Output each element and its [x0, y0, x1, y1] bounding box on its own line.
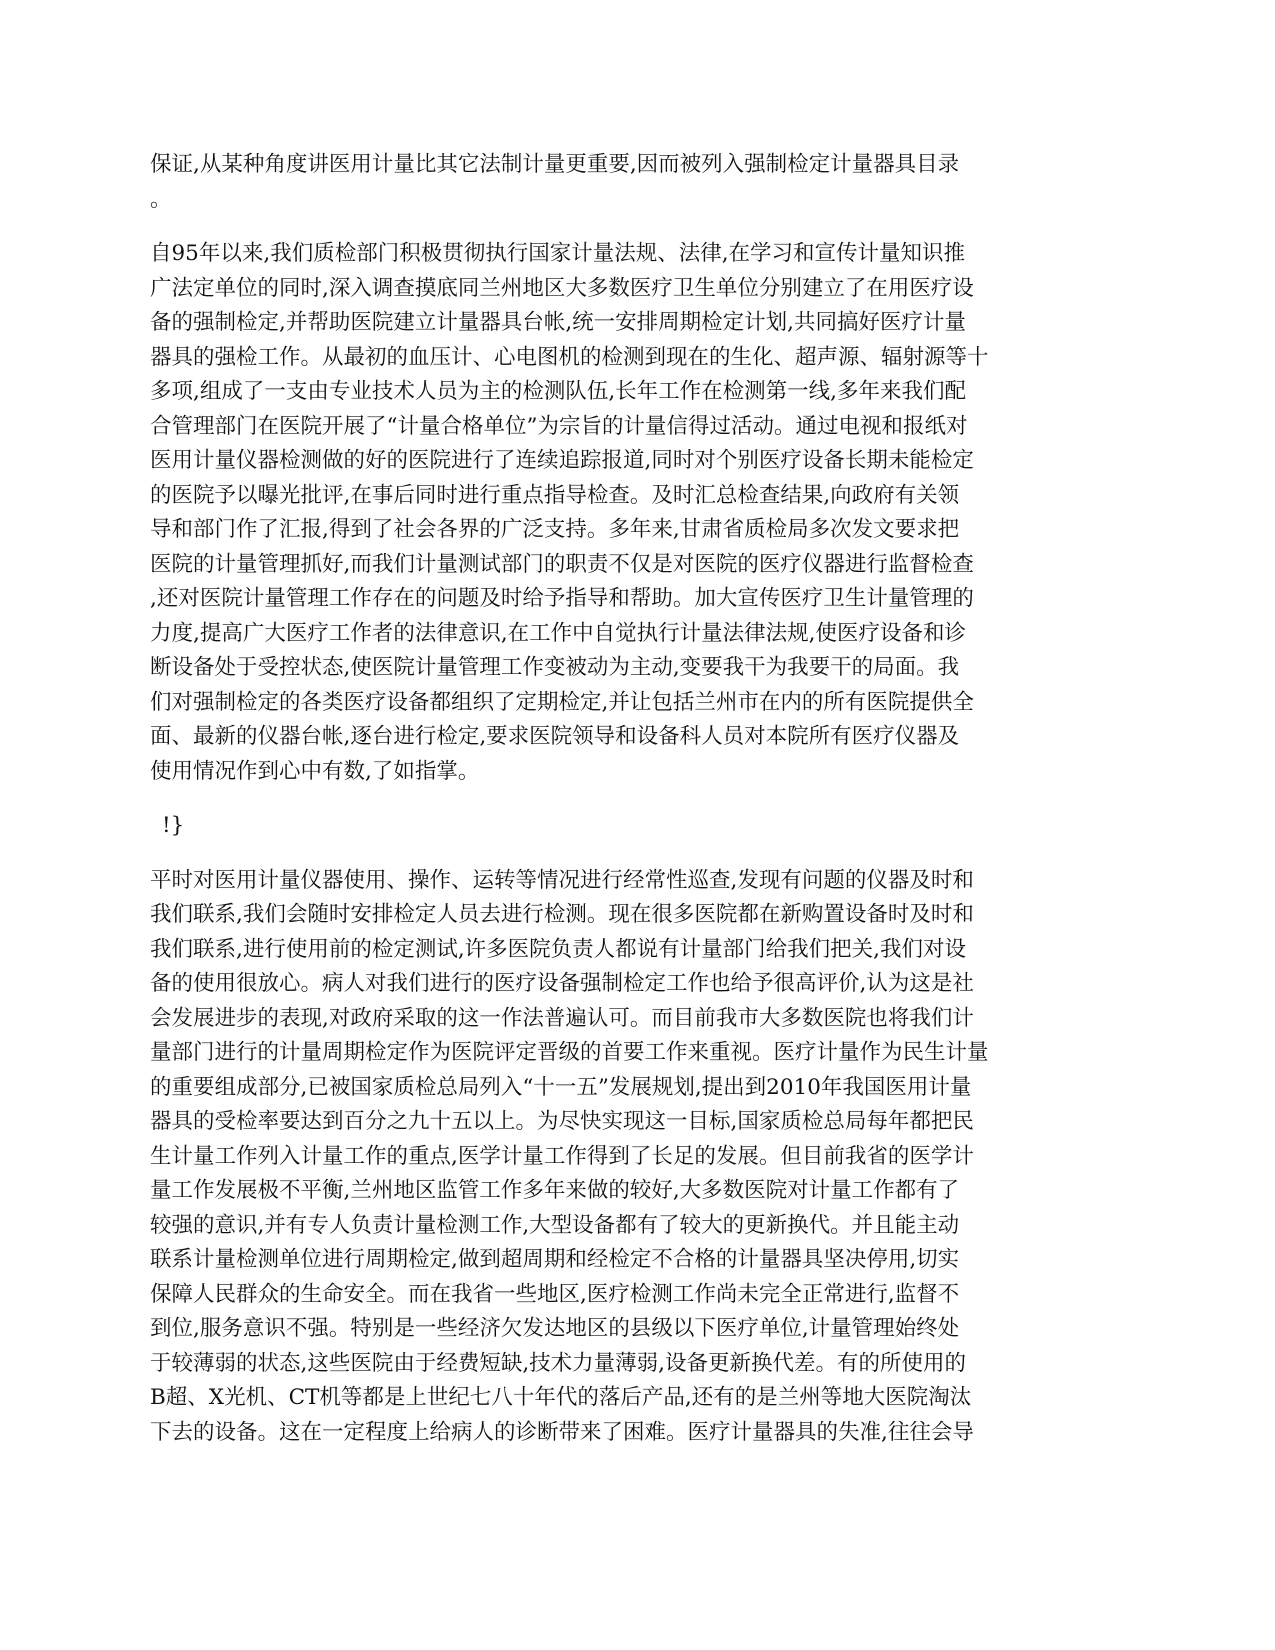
text-line: ,还对医院计量管理工作存在的问题及时给予指导和帮助。加大宣传医疗卫生计量管理的	[150, 586, 974, 611]
text-line: 到位,服务意识不强。特别是一些经济欠发达地区的县级以下医疗单位,计量管理始终处	[150, 1316, 960, 1341]
text-line: 自95年以来,我们质检部门积极贯彻执行国家计量法规、法律,在学习和宣传计量知识推	[150, 241, 966, 266]
text-line: B超、X光机、CT机等都是上世纪七八十年代的落后产品,还有的是兰州等地大医院淘汰	[150, 1385, 972, 1410]
text-line: 较强的意识,并有专人负责计量检测工作,大型设备都有了较大的更新换代。并且能主动	[150, 1212, 960, 1238]
text-line: 于较薄弱的状态,这些医院由于经费短缺,技术力量薄弱,设备更新换代差。有的所使用的	[150, 1350, 967, 1376]
paragraph-2	[150, 237, 1100, 789]
text-line: 广法定单位的同时,深入调查摸底同兰州地区大多数医疗卫生单位分别建立了在用医疗设	[150, 275, 974, 301]
paragraph-3	[150, 864, 1100, 1451]
text-line: 保证,从某种角度讲医用计量比其它法制计量更重要,因而被列入强制检定计量器具目录	[150, 152, 960, 177]
text-line: 多项,组成了一支由专业技术人员为主的检测队伍,长年工作在检测第一线,多年来我们配	[150, 379, 967, 404]
text-line: 会发展进步的表现,对政府采取的这一作法普遍认可。而目前我市大多数医院也将我们计	[150, 1005, 974, 1031]
text-line: 联系计量检测单位进行周期检定,做到超周期和经检定不合格的计量器具坚决停用,切实	[150, 1247, 960, 1272]
text-line: 们对强制检定的各类医疗设备都组织了定期检定,并让包括兰州市在内的所有医院提供全	[150, 689, 974, 715]
text-line: 合管理部门在医院开展了“计量合格单位”为宗旨的计量信得过活动。通过电视和报纸对	[150, 413, 968, 439]
document-page	[150, 148, 1100, 1470]
text-line: 。	[150, 186, 172, 212]
text-line: 医用计量仪器检测做的好的医院进行了连续追踪报道,同时对个别医疗设备长期未能检定	[150, 448, 974, 473]
text-line: 下去的设备。这在一定程度上给病人的诊断带来了困难。医疗计量器具的失准,往往会导	[150, 1419, 974, 1445]
text-line: 器具的受检率要达到百分之九十五以上。为尽快实现这一目标,国家质检总局每年都把民	[150, 1109, 974, 1134]
text-line: 我们联系,我们会随时安排检定人员去进行检测。现在很多医院都在新购置设备时及时和	[150, 902, 974, 927]
text-line: 保障人民群众的生命安全。而在我省一些地区,医疗检测工作尚未完全正常进行,监督不	[150, 1281, 960, 1307]
text-line: 断设备处于受控状态,使医院计量管理工作变被动为主动,变要我干为我要干的局面。我	[150, 655, 960, 680]
text-line: 面、最新的仪器台帐,逐台进行检定,要求医院领导和设备科人员对本院所有医疗仪器及	[150, 724, 960, 749]
paragraph-1	[150, 148, 1100, 217]
text-line: 我们联系,进行使用前的检定测试,许多医院负责人都说有计量部门给我们把关,我们对设	[150, 936, 967, 962]
text-line: 量部门进行的计量周期检定作为医院评定晋级的首要工作来重视。医疗计量作为民生计量	[150, 1040, 989, 1065]
text-line: 力度,提高广大医疗工作者的法律意识,在工作中自觉执行计量法律法规,使医疗设备和诊	[150, 620, 967, 646]
text-line: 导和部门作了汇报,得到了社会各界的广泛支持。多年来,甘肃省质检局多次发文要求把	[150, 517, 960, 542]
text-line: 量工作发展极不平衡,兰州地区监管工作多年来做的较好,大多数医院对计量工作都有了	[150, 1178, 960, 1203]
text-line: 器具的强检工作。从最初的血压计、心电图机的检测到现在的生化、超声源、辐射源等十	[150, 344, 989, 370]
stray-mark: !}	[162, 813, 185, 838]
text-line: 医院的计量管理抓好,而我们计量测试部门的职责不仅是对医院的医疗仪器进行监督检查	[150, 551, 974, 577]
text-line: 备的强制检定,并帮助医院建立计量器具台帐,统一安排周期检定计划,共同搞好医疗计量	[150, 310, 967, 335]
text-line: 使用情况作到心中有数,了如指掌。	[150, 758, 480, 784]
text-line: 生计量工作列入计量工作的重点,医学计量工作得到了长足的发展。但目前我省的医学计	[150, 1143, 974, 1169]
text-line: 备的使用很放心。病人对我们进行的医疗设备强制检定工作也给予很高评价,认为这是社	[150, 971, 974, 996]
text-line: 的医院予以曝光批评,在事后同时进行重点指导检查。及时汇总检查结果,向政府有关领	[150, 482, 960, 508]
text-line: 的重要组成部分,已被国家质检总局列入“十一五”发展规划,提出到2010年我国医用计量	[150, 1074, 972, 1100]
text-line: 平时对医用计量仪器使用、操作、运转等情况进行经常性巡查,发现有问题的仪器及时和	[150, 867, 974, 893]
